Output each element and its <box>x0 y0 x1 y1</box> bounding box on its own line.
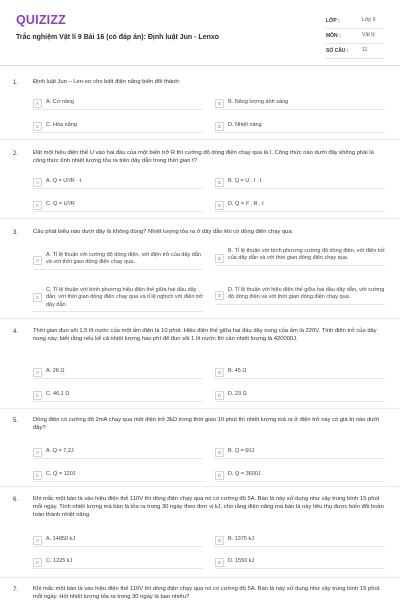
option-c[interactable] <box>33 557 203 569</box>
meta-count-label: SỐ CÂU : <box>326 47 349 54</box>
option-a[interactable] <box>33 98 203 110</box>
option-d[interactable] <box>215 390 385 402</box>
option-b[interactable] <box>215 247 385 266</box>
question-text: Thời gian đun sôi 1,5 lít nước của một ấm điện là 10 phút. Hiệu điện thế giữa hai đầu dây nung của ấm là 220V. Tính điện trở của dây nung này, biết rằng nếu kể cả nhiệt lượng hao phí để đun sôi 1 lít nước thì cần nhiệt lượng là 420000J. <box>33 328 377 342</box>
option-text: B. Q = U . I . t <box>228 178 262 184</box>
option-d[interactable] <box>215 557 385 569</box>
option-letter-b: B <box>215 536 224 545</box>
option-text: C. Tỉ lệ thuận với bình phương hiệu điện thế giữa hai đầu dây dẫn, với thời gian dòng điện chạy qua và tỉ lệ nghịch với điện trở dây dẫn. <box>46 287 203 308</box>
option-b[interactable] <box>215 98 385 110</box>
option-letter-c: C <box>33 122 42 131</box>
option-letter-a: A <box>33 368 42 377</box>
option-d[interactable] <box>215 121 385 133</box>
option-text: C. Hóa năng <box>46 122 77 128</box>
option-text: A. Tỉ lệ thuận với cường độ dòng điện, với điện trở của dây dẫn và với thời gian dòng điện chạy qua. <box>46 252 201 266</box>
question-text: Dòng điện có cường độ 2mA chạy qua một điện trở 3kΩ trong thời gian 10 phút thì nhiệt lượng toả ra ở điện trở này có giá trị nào dưới đây? <box>33 417 380 431</box>
question-number: 6. <box>13 497 19 503</box>
option-text: C. 46,1 Ω <box>46 391 70 397</box>
meta-class-value: Lớp 9 <box>362 17 376 24</box>
option-text: D. 1550 kJ <box>228 558 255 564</box>
option-text: B. 1375 kJ <box>228 536 254 542</box>
option-text: C. 1225 kJ <box>46 558 73 564</box>
option-text: C. Q = 120J <box>46 471 76 477</box>
option-letter-b: B <box>215 99 224 108</box>
question-divider <box>0 577 400 578</box>
option-text: B. Tỉ lệ thuận với bình phương cường độ dòng điện, với điện trở của dây dẫn và với thời gian dòng điện chạy qua. <box>228 248 385 262</box>
question-number: 1. <box>13 80 19 86</box>
option-letter-a: A <box>33 178 42 187</box>
option-b[interactable] <box>215 367 385 379</box>
option-letter-c: C <box>33 201 42 210</box>
option-b[interactable] <box>215 535 385 547</box>
option-text: A. Cơ năng <box>46 99 75 105</box>
option-letter-c: C <box>33 391 42 400</box>
question-text: Đặt một hiệu điện thế U vào hai đầu của một biến trở R thì cường độ dòng điện chạy qua là I. Công thức nào dưới đây không phải là công thức tính nhiệt lượng tỏa ra trên dây dẫn trong thời gian t? <box>33 150 374 164</box>
option-a[interactable] <box>33 367 203 379</box>
option-letter-d: D <box>215 391 224 400</box>
option-text: C. Q = U²/R <box>46 201 75 207</box>
option-letter-d: D <box>215 471 224 480</box>
meta-class-label: LỚP : <box>326 17 340 24</box>
option-a[interactable] <box>33 251 203 270</box>
option-text: D. Q = I² . R . t <box>228 201 264 207</box>
question-number: 3. <box>13 230 19 236</box>
question-text: Khi mắc một bàn là vào hiệu điện thế 110V thì dòng điện chạy qua nó có cường độ 5A. Bàn là này sử dụng như vậy trung bình 15 phút mỗi ngày. Hỏi nhiệt lượng tỏa ra trong 30 ngày là bao nhiêu? <box>33 586 380 600</box>
question-divider <box>0 408 400 409</box>
option-d[interactable] <box>215 200 385 212</box>
question-number: 5. <box>13 418 19 424</box>
question-divider <box>0 218 400 219</box>
question-text: Định luật Jun – Len-xơ cho biết điện năng biến đổi thành: <box>33 79 181 85</box>
option-d[interactable] <box>215 286 385 305</box>
option-c[interactable] <box>33 390 203 402</box>
option-letter-d: D <box>215 558 224 567</box>
option-a[interactable] <box>33 535 203 547</box>
option-letter-a: A <box>33 99 42 108</box>
option-text: D. 23 Ω <box>228 391 247 397</box>
option-letter-a: A <box>33 448 42 457</box>
option-c[interactable] <box>33 200 203 212</box>
option-letter-a: A <box>33 536 42 545</box>
question-number: 4. <box>13 329 19 335</box>
option-b[interactable] <box>215 177 385 189</box>
meta-subject-label: MÔN : <box>326 32 341 39</box>
option-text: D. Nhiệt năng <box>228 122 262 128</box>
option-text: A. Q = 7,2J <box>46 448 74 454</box>
meta-class <box>326 14 384 29</box>
question-text: Khi mắc một bàn là vào hiệu điện thế 110V thì dòng điện chạy qua nó có cường độ 5A. Bàn là này sử dụng như vậy trung bình 15 phút mỗi ngày. Tính nhiệt lượng mà bàn là tỏa ra trong 30 ngày theo đơn vị kJ, cho rằng điện năng mà bàn là này tiêu thụ được biến đổi hoàn toàn thành nhiệt năng. <box>33 496 384 518</box>
option-letter-b: B <box>215 448 224 457</box>
option-letter-b: B <box>215 368 224 377</box>
question-divider <box>0 486 400 487</box>
worksheet-header <box>0 0 400 66</box>
option-c[interactable] <box>33 470 203 482</box>
meta-count <box>326 44 384 59</box>
option-letter-a: A <box>33 256 42 265</box>
option-letter-c: C <box>33 558 42 567</box>
quizizz-logo[interactable]: QUIZIZZ <box>16 13 67 27</box>
option-text: B. Năng lượng ánh sáng <box>228 99 289 105</box>
question-divider <box>0 318 400 319</box>
option-letter-d: D <box>215 122 224 131</box>
option-a[interactable] <box>33 177 203 189</box>
question-divider <box>0 139 400 140</box>
question-text: Câu phát biểu nào dưới đây là không đúng? Nhiệt lượng tỏa ra ở dây dẫn khi có dòng điện chạy qua: <box>33 229 294 235</box>
option-text: B. Q = 60J <box>228 448 255 454</box>
option-text: D. Tỉ lệ thuận với hiệu điện thế giữa hai đầu dây dẫn, với cường độ dòng điện và với thời gian dòng điện chạy qua. <box>228 287 385 301</box>
option-text: A. 28 Ω <box>46 368 65 374</box>
option-text: B. 45 Ω <box>228 368 247 374</box>
question-number: 2. <box>13 151 19 157</box>
option-text: A. Q = U²/R · t <box>46 178 81 184</box>
option-c[interactable] <box>33 121 203 133</box>
option-letter-d: D <box>215 201 224 210</box>
option-c[interactable] <box>33 286 203 312</box>
question-number: 7. <box>13 587 19 593</box>
option-text: A. 14850 kJ <box>46 536 76 542</box>
option-letter-c: C <box>33 471 42 480</box>
worksheet-meta <box>326 14 384 59</box>
option-letter-c: C <box>33 293 42 302</box>
meta-subject <box>326 29 384 44</box>
option-letter-d: D <box>215 291 224 300</box>
meta-count-value: 11 <box>362 47 368 54</box>
option-letter-b: B <box>215 254 224 263</box>
option-d[interactable] <box>215 470 385 482</box>
option-letter-b: B <box>215 178 224 187</box>
worksheet-title: Trắc nghiệm Vật lí 9 Bài 16 (có đáp án): Định luật Jun - Lenxo <box>16 34 220 41</box>
option-a[interactable] <box>33 447 203 459</box>
meta-subject-value: Vật lý <box>362 32 375 39</box>
option-b[interactable] <box>215 447 385 459</box>
option-text: D. Q = 3600J <box>228 471 261 477</box>
